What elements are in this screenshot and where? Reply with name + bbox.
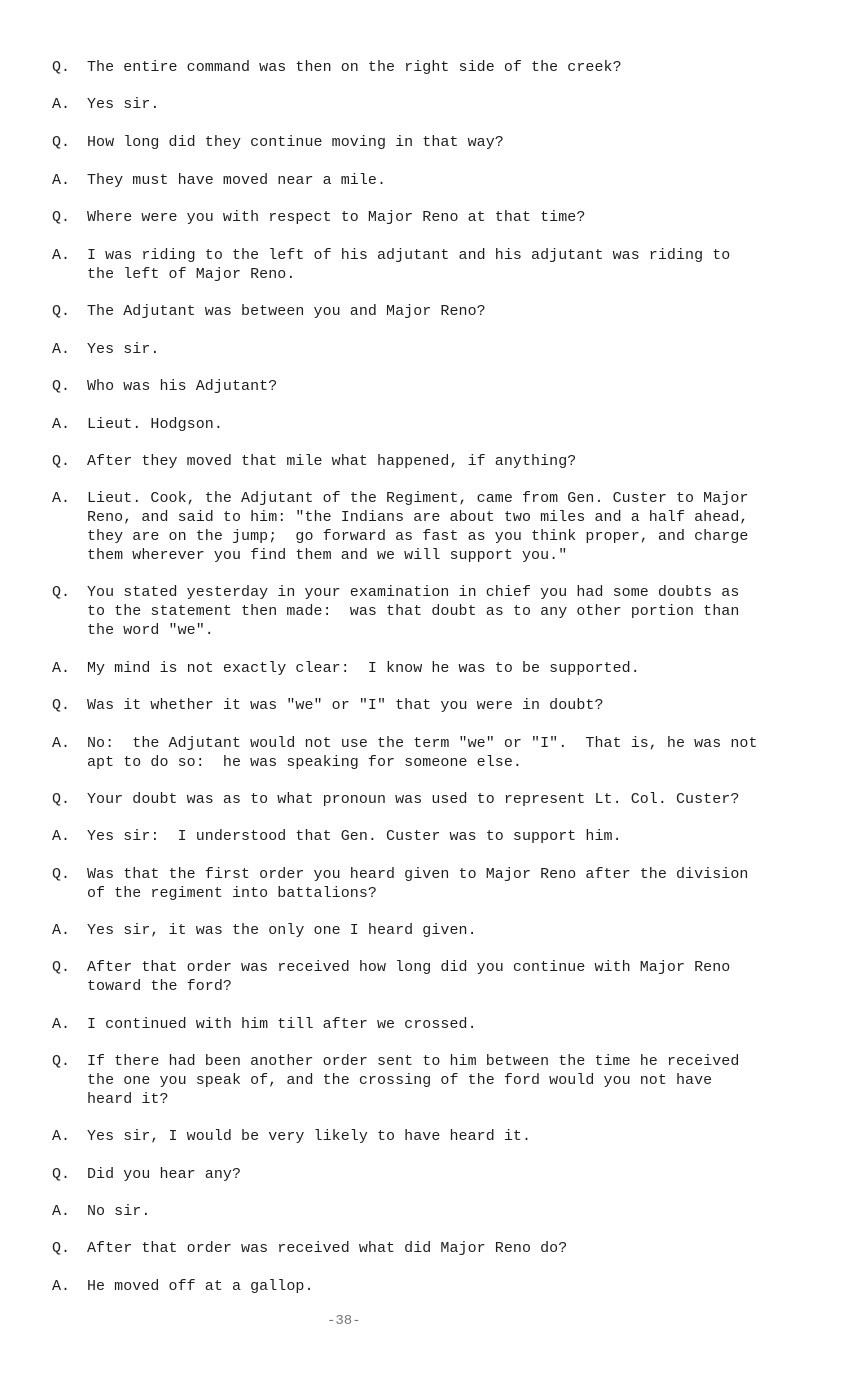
answer-label: A. <box>52 490 71 507</box>
answer-label: A. <box>52 660 71 677</box>
answer-entry <box>52 95 792 114</box>
text-line: My mind is not exactly clear: I know he was to be supported. <box>87 660 640 677</box>
question-entry <box>52 696 792 715</box>
question-text <box>87 958 792 996</box>
question-entry <box>52 1165 792 1184</box>
question-entry <box>52 58 792 77</box>
answer-entry <box>52 1015 792 1034</box>
answer-text <box>87 1127 792 1146</box>
text-line: He moved off at a gallop. <box>87 1278 314 1295</box>
question-label: Q. <box>52 791 71 808</box>
question-entry <box>52 958 792 996</box>
question-entry <box>52 302 792 321</box>
question-entry <box>52 1239 792 1258</box>
text-line: the left of Major Reno. <box>87 266 296 283</box>
question-entry <box>52 865 792 903</box>
text-line: Yes sir, I would be very likely to have heard it. <box>87 1128 532 1145</box>
answer-text <box>87 827 792 846</box>
answer-label: A. <box>52 96 71 113</box>
text-line: them wherever you find them and we will support you." <box>87 547 568 564</box>
answer-text <box>87 340 792 359</box>
question-label: Q. <box>52 209 71 226</box>
text-line: I continued with him till after we crossed. <box>87 1016 477 1033</box>
answer-text <box>87 246 792 284</box>
question-text <box>87 1165 792 1184</box>
question-label: Q. <box>52 1240 71 1257</box>
question-text <box>87 1239 792 1258</box>
answer-text <box>87 659 792 678</box>
answer-label: A. <box>52 735 71 752</box>
question-text <box>87 302 792 321</box>
answer-entry <box>52 1202 792 1221</box>
text-line: After they moved that mile what happened, if anything? <box>87 453 577 470</box>
text-line: Lieut. Cook, the Adjutant of the Regiment, came from Gen. Custer to Major <box>87 490 749 507</box>
question-entry <box>52 790 792 809</box>
text-line: heard it? <box>87 1091 169 1108</box>
text-line: I was riding to the left of his adjutant and his adjutant was riding to <box>87 247 731 264</box>
question-text <box>87 1052 792 1109</box>
answer-label: A. <box>52 416 71 433</box>
text-line: Where were you with respect to Major Reno at that time? <box>87 209 586 226</box>
question-text <box>87 452 792 471</box>
answer-text <box>87 1015 792 1034</box>
question-text <box>87 790 792 809</box>
question-label: Q. <box>52 1053 71 1070</box>
answer-label: A. <box>52 1278 71 1295</box>
question-entry <box>52 208 792 227</box>
text-line: They must have moved near a mile. <box>87 172 387 189</box>
question-label: Q. <box>52 303 71 320</box>
text-line: Yes sir. <box>87 341 160 358</box>
text-line: After that order was received what did Major Reno do? <box>87 1240 568 1257</box>
answer-entry <box>52 1127 792 1146</box>
question-text <box>87 377 792 396</box>
question-label: Q. <box>52 378 71 395</box>
question-text <box>87 133 792 152</box>
text-line: How long did they continue moving in that way? <box>87 134 504 151</box>
text-line: After that order was received how long did you continue with Major Reno <box>87 959 731 976</box>
answer-entry <box>52 415 792 434</box>
text-line: Lieut. Hodgson. <box>87 416 223 433</box>
answer-entry <box>52 246 792 284</box>
text-line: No: the Adjutant would not use the term "we" or "I". That is, he was not <box>87 735 758 752</box>
text-line: of the regiment into battalions? <box>87 885 377 902</box>
question-text <box>87 583 792 640</box>
answer-text <box>87 95 792 114</box>
text-line: apt to do so: he was speaking for someone else. <box>87 754 522 771</box>
answer-label: A. <box>52 1128 71 1145</box>
answer-label: A. <box>52 1016 71 1033</box>
answer-entry <box>52 827 792 846</box>
answer-label: A. <box>52 1203 71 1220</box>
question-entry <box>52 1052 792 1109</box>
question-label: Q. <box>52 584 71 601</box>
answer-label: A. <box>52 172 71 189</box>
question-entry <box>52 377 792 396</box>
answer-entry <box>52 340 792 359</box>
answer-text <box>87 415 792 434</box>
answer-entry <box>52 659 792 678</box>
answer-text <box>87 921 792 940</box>
text-line: The entire command was then on the right side of the creek? <box>87 59 622 76</box>
text-line: You stated yesterday in your examination in chief you had some doubts as <box>87 584 740 601</box>
text-line: Yes sir: I understood that Gen. Custer was to support him. <box>87 828 622 845</box>
answer-entry <box>52 489 792 565</box>
answer-text <box>87 171 792 190</box>
question-label: Q. <box>52 453 71 470</box>
answer-entry <box>52 1277 792 1296</box>
question-label: Q. <box>52 1166 71 1183</box>
answer-text <box>87 1277 792 1296</box>
page-number: -38- <box>327 1313 361 1329</box>
answer-entry <box>52 171 792 190</box>
answer-text <box>87 734 792 772</box>
question-text <box>87 58 792 77</box>
answer-label: A. <box>52 922 71 939</box>
question-text <box>87 208 792 227</box>
answer-text <box>87 489 792 565</box>
text-line: The Adjutant was between you and Major Reno? <box>87 303 486 320</box>
text-line: Yes sir. <box>87 96 160 113</box>
answer-entry <box>52 921 792 940</box>
text-line: Did you hear any? <box>87 1166 242 1183</box>
text-line: Was that the first order you heard given to Major Reno after the division <box>87 866 749 883</box>
answer-label: A. <box>52 341 71 358</box>
text-line: Yes sir, it was the only one I heard given. <box>87 922 477 939</box>
text-line: Your doubt was as to what pronoun was used to represent Lt. Col. Custer? <box>87 791 740 808</box>
text-line: No sir. <box>87 1203 151 1220</box>
question-text <box>87 865 792 903</box>
answer-label: A. <box>52 247 71 264</box>
answer-text <box>87 1202 792 1221</box>
question-label: Q. <box>52 697 71 714</box>
text-line: Was it whether it was "we" or "I" that you were in doubt? <box>87 697 604 714</box>
text-line: the word "we". <box>87 622 214 639</box>
question-label: Q. <box>52 59 71 76</box>
question-label: Q. <box>52 959 71 976</box>
text-line: Who was his Adjutant? <box>87 378 278 395</box>
text-line: If there had been another order sent to him between the time he received <box>87 1053 740 1070</box>
text-line: Reno, and said to him: "the Indians are about two miles and a half ahead, <box>87 509 749 526</box>
question-text <box>87 696 792 715</box>
text-line: to the statement then made: was that doubt as to any other portion than <box>87 603 740 620</box>
answer-label: A. <box>52 828 71 845</box>
text-line: they are on the jump; go forward as fast as you think proper, and charge <box>87 528 749 545</box>
text-line: the one you speak of, and the crossing of the ford would you not have <box>87 1072 713 1089</box>
answer-entry <box>52 734 792 772</box>
question-label: Q. <box>52 134 71 151</box>
question-entry <box>52 452 792 471</box>
question-entry <box>52 133 792 152</box>
text-line: toward the ford? <box>87 978 232 995</box>
question-entry <box>52 583 792 640</box>
question-label: Q. <box>52 866 71 883</box>
